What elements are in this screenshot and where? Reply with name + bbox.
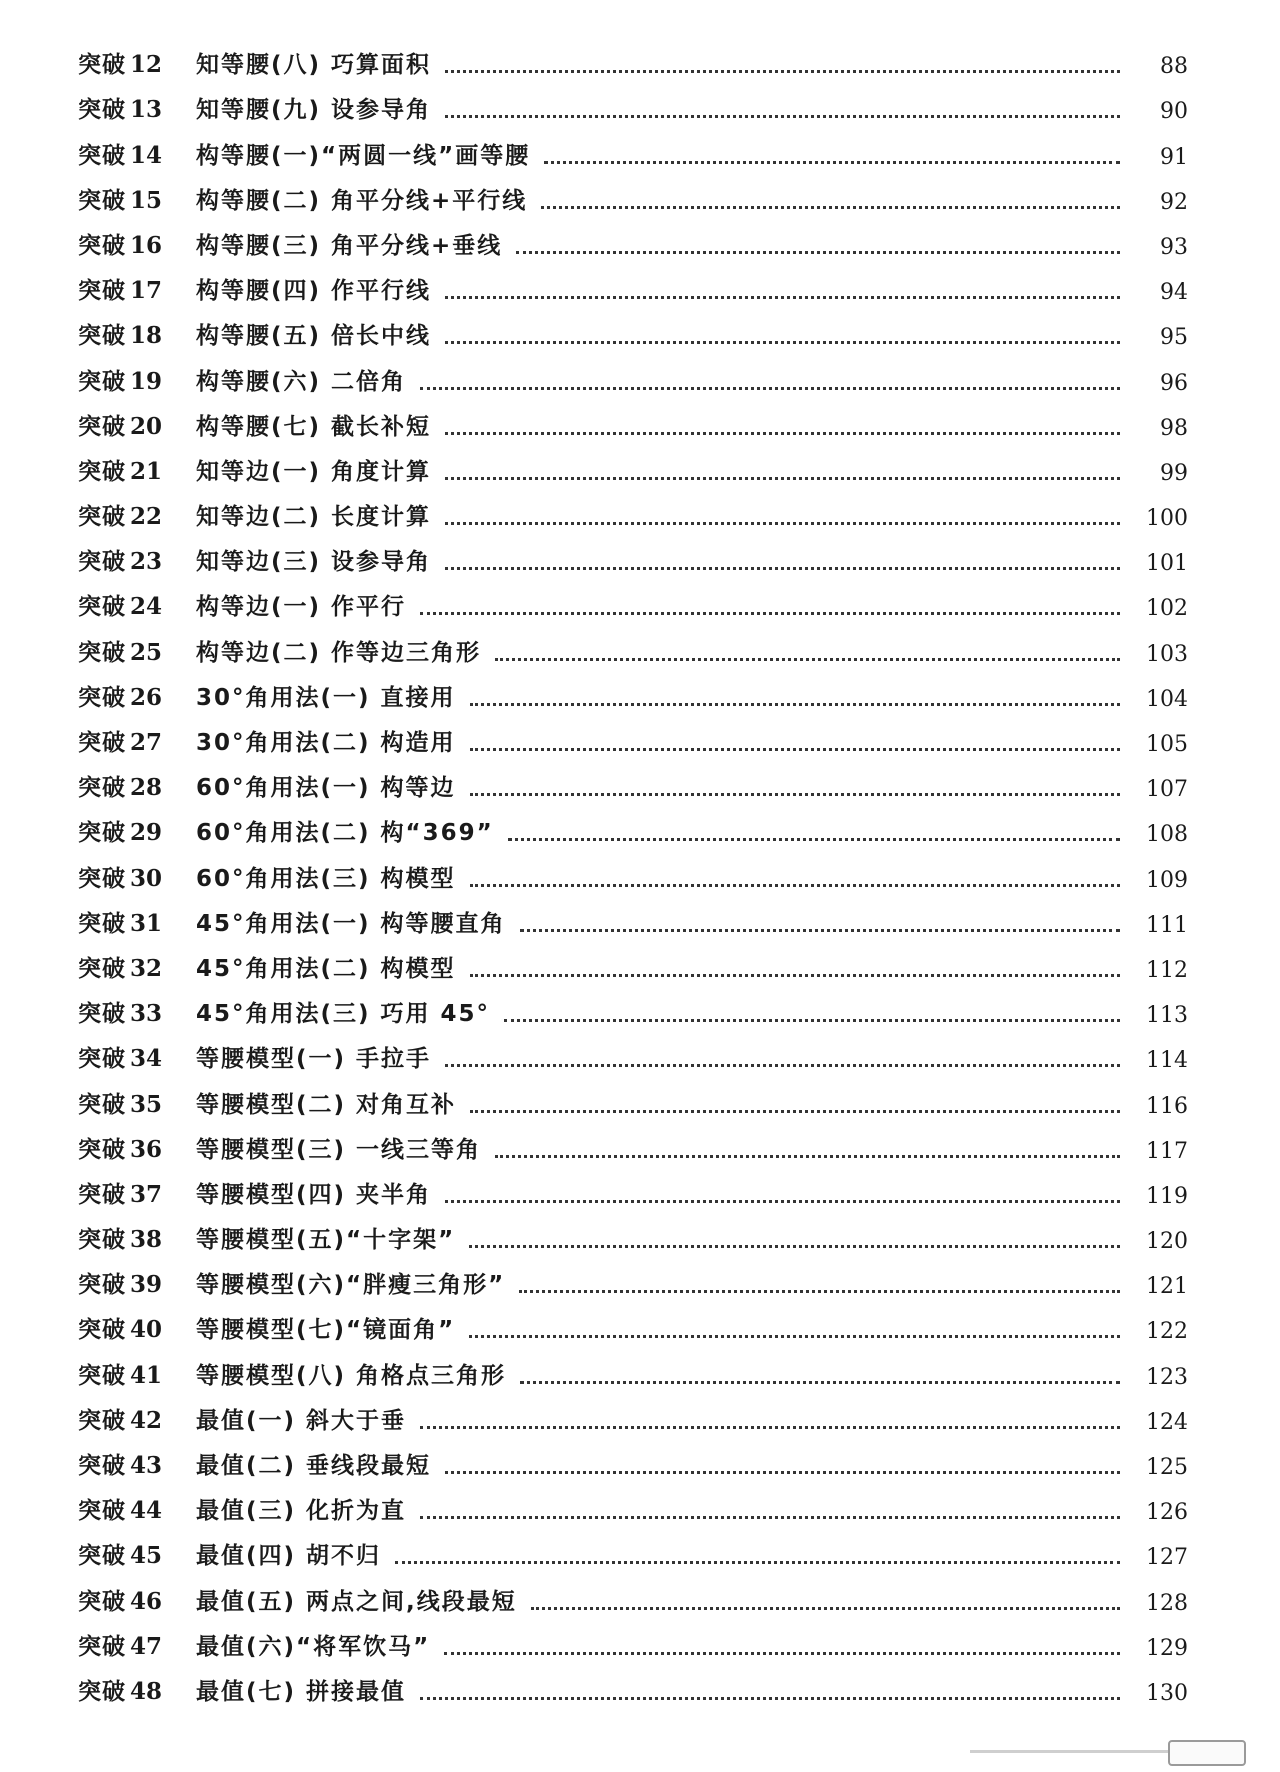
toc-entry-page: 121: [1146, 1274, 1188, 1300]
toc-entry-page: 120: [1146, 1229, 1188, 1255]
toc-entry-page: 124: [1146, 1409, 1188, 1435]
toc-entry-label: [78, 1537, 168, 1570]
toc-entry-label: [78, 860, 168, 893]
toc-entry-prefix: 突破: [78, 1181, 126, 1208]
toc-entry-prefix: 突破: [78, 142, 126, 169]
toc-entry-page: 112: [1146, 957, 1188, 983]
toc-entry-number: 16: [130, 231, 163, 259]
toc-entry-prefix: 突破: [78, 955, 126, 982]
toc-entry-title: 45°角用法(二) 构模型: [196, 955, 456, 982]
toc-entry-page: 94: [1160, 280, 1188, 306]
toc-entry-page: 98: [1160, 415, 1188, 441]
toc-entry-label: [78, 272, 168, 305]
toc-entry[interactable]: [78, 1661, 1188, 1706]
dot-leader: [520, 929, 1120, 932]
toc-entry[interactable]: [78, 1616, 1188, 1661]
toc-entry-prefix: 突破: [78, 278, 126, 305]
toc-entry-prefix: 突破: [78, 775, 126, 802]
toc-entry-label: [78, 1402, 168, 1435]
toc-entry-page: 117: [1146, 1138, 1188, 1164]
toc-entry-label: [78, 317, 168, 350]
toc-entry-number: 29: [130, 819, 163, 847]
toc-entry-number: 42: [130, 1406, 163, 1434]
toc-entry-label: [78, 950, 168, 983]
toc-entry[interactable]: [78, 1209, 1188, 1254]
toc-entry-page: 122: [1146, 1319, 1188, 1345]
toc-entry[interactable]: [78, 712, 1188, 757]
toc-entry-page: 130: [1146, 1680, 1188, 1706]
toc-entry-number: 22: [130, 503, 163, 531]
toc-entry-page: 101: [1146, 551, 1188, 577]
toc-entry-prefix: 突破: [78, 1272, 126, 1299]
toc-entry[interactable]: [78, 757, 1188, 802]
toc-entry-number: 43: [130, 1452, 163, 1479]
toc-entry-number: 44: [130, 1497, 163, 1525]
toc-entry-label: [78, 1311, 168, 1344]
toc-entry-label: [78, 1086, 168, 1119]
toc-entry-label: [78, 1040, 168, 1073]
toc-entry[interactable]: [78, 621, 1188, 666]
toc-entry-label: [78, 1583, 168, 1616]
toc-entry-prefix: 突破: [78, 549, 126, 576]
toc-entry-label: [78, 363, 168, 396]
toc-entry-number: 21: [130, 457, 163, 485]
toc-entry-page: 128: [1146, 1590, 1188, 1616]
dot-leader: [516, 251, 1120, 254]
dot-leader: [445, 341, 1120, 344]
toc-entry-label: [78, 905, 168, 938]
toc-entry-label: [78, 1447, 168, 1480]
dot-leader: [445, 567, 1120, 570]
dot-leader: [445, 1200, 1120, 1203]
toc-entry-title: 最值(四) 胡不归: [196, 1543, 382, 1570]
toc-entry-label: [78, 1176, 168, 1209]
dot-leader: [504, 1019, 1120, 1022]
dot-leader: [495, 658, 1120, 661]
dot-leader: [420, 1697, 1120, 1700]
toc-entry-label: [78, 137, 168, 170]
toc-entry-page: 102: [1146, 596, 1188, 622]
dot-leader: [470, 974, 1120, 977]
toc-entry-title: 最值(二) 垂线段最短: [196, 1453, 432, 1479]
toc-entry-page: 104: [1146, 686, 1188, 712]
toc-entry-label: [78, 1221, 168, 1254]
toc-entry-prefix: 突破: [78, 1001, 126, 1028]
toc-entry[interactable]: [78, 1525, 1188, 1570]
toc-entry-title: 等腰模型(三) 一线三等角: [196, 1136, 482, 1163]
toc-entry-label: [78, 1628, 168, 1661]
toc-entry-page: 105: [1146, 732, 1188, 757]
scrollbar-thumb[interactable]: [1168, 1740, 1246, 1766]
toc-entry-prefix: 突破: [78, 1227, 126, 1254]
toc-entry-prefix: 突破: [78, 1543, 126, 1570]
dot-leader: [445, 432, 1120, 435]
toc-entry-prefix: 突破: [78, 1453, 126, 1479]
toc-entry-title: 最值(一) 斜大于垂: [196, 1407, 407, 1434]
toc-entry-prefix: 突破: [78, 594, 126, 621]
toc-entry-number: 19: [130, 367, 163, 395]
toc-entry-number: 33: [130, 1000, 163, 1028]
dot-leader: [420, 1516, 1120, 1519]
toc-entry-page: 93: [1160, 234, 1188, 260]
toc-entry[interactable]: [78, 124, 1188, 169]
toc-entry-prefix: 突破: [78, 1317, 126, 1344]
toc-entry-page: 99: [1160, 460, 1188, 486]
toc-entry-prefix: 突破: [78, 820, 126, 847]
toc-entry[interactable]: [78, 215, 1188, 260]
toc-entry-title: 等腰模型(二) 对角互补: [196, 1091, 457, 1118]
toc-entry-title: 等腰模型(五)“十字架”: [196, 1227, 456, 1254]
toc-entry-prefix: 突破: [78, 1498, 126, 1525]
dot-leader: [420, 1426, 1120, 1429]
table-of-contents: [78, 34, 1188, 1706]
toc-entry-number: 38: [130, 1226, 163, 1254]
toc-entry-number: 47: [130, 1632, 163, 1660]
toc-entry-title: 构等腰(一)“两圆一线”画等腰: [196, 142, 531, 169]
dot-leader: [420, 387, 1120, 390]
toc-entry[interactable]: [78, 1164, 1188, 1209]
toc-entry-page: 113: [1146, 1003, 1188, 1029]
toc-entry-number: 31: [130, 909, 163, 937]
toc-entry-number: 45: [130, 1542, 163, 1570]
toc-entry-prefix: 突破: [78, 1046, 126, 1073]
toc-entry-number: 14: [130, 141, 163, 169]
toc-entry-prefix: 突破: [78, 458, 126, 485]
toc-entry[interactable]: [78, 486, 1188, 531]
toc-entry-title: 60°角用法(三) 构模型: [196, 865, 456, 892]
dot-leader: [445, 522, 1120, 525]
toc-entry-label: [78, 498, 168, 531]
toc-entry[interactable]: [78, 79, 1188, 124]
toc-entry-title: 知等边(二) 长度计算: [196, 504, 432, 531]
dot-leader: [444, 1652, 1120, 1655]
toc-entry-label: [78, 1673, 168, 1706]
toc-entry-number: 26: [130, 683, 163, 711]
toc-entry-page: 123: [1146, 1364, 1188, 1390]
toc-entry-label: [78, 634, 168, 667]
toc-entry-page: 90: [1160, 99, 1188, 125]
toc-entry-prefix: 突破: [78, 910, 126, 937]
toc-entry-prefix: 突破: [78, 865, 126, 892]
toc-entry[interactable]: [78, 1435, 1188, 1480]
toc-entry-title: 等腰模型(四) 夹半角: [196, 1181, 432, 1208]
toc-entry-label: [78, 408, 168, 441]
dot-leader: [445, 115, 1120, 118]
toc-entry-title: 最值(五) 两点之间,线段最短: [196, 1588, 517, 1615]
toc-entry-number: 36: [130, 1135, 163, 1163]
toc-entry-page: 125: [1146, 1455, 1188, 1480]
dot-leader: [470, 703, 1120, 706]
toc-entry-number: 12: [130, 51, 163, 79]
toc-entry-page: 114: [1146, 1048, 1188, 1074]
toc-entry-title: 等腰模型(七)“镜面角”: [196, 1317, 456, 1344]
toc-entry-prefix: 突破: [78, 1633, 126, 1660]
toc-entry-page: 96: [1160, 370, 1188, 396]
toc-entry-title: 30°角用法(一) 直接用: [196, 684, 456, 711]
toc-entry-title: 构等边(二) 作等边三角形: [196, 639, 482, 666]
dot-leader: [470, 748, 1120, 751]
dot-leader: [445, 1064, 1120, 1067]
toc-entry-page: 116: [1146, 1093, 1188, 1119]
toc-entry-number: 27: [130, 729, 163, 756]
toc-entry-prefix: 突破: [78, 684, 126, 711]
toc-entry-page: 127: [1146, 1545, 1188, 1571]
toc-entry-title: 构等腰(五) 倍长中线: [196, 323, 432, 350]
toc-entry-prefix: 突破: [78, 730, 126, 756]
toc-entry-prefix: 突破: [78, 187, 126, 214]
dot-leader: [420, 612, 1120, 615]
dot-leader: [470, 1110, 1120, 1113]
dot-leader: [520, 1381, 1120, 1384]
toc-entry-label: [78, 1266, 168, 1299]
toc-entry-number: 23: [130, 548, 163, 576]
toc-entry-title: 等腰模型(八) 角格点三角形: [196, 1362, 507, 1389]
toc-entry-number: 46: [130, 1587, 163, 1615]
dot-leader: [395, 1561, 1120, 1564]
toc-entry-prefix: 突破: [78, 1362, 126, 1389]
toc-entry-number: 25: [130, 638, 163, 666]
toc-entry-title: 60°角用法(一) 构等边: [196, 775, 456, 802]
toc-entry-title: 构等腰(七) 截长补短: [196, 413, 432, 440]
scrollbar[interactable]: [970, 1740, 1250, 1762]
toc-entry-label: [78, 679, 168, 712]
toc-entry-number: 37: [130, 1180, 163, 1208]
toc-entry-number: 24: [130, 593, 163, 621]
toc-entry-page: 119: [1146, 1183, 1188, 1209]
dot-leader: [508, 838, 1120, 841]
toc-entry-title: 最值(三) 化折为直: [196, 1498, 407, 1525]
toc-entry-title: 构等腰(三) 角平分线+垂线: [196, 232, 503, 259]
dot-leader: [445, 477, 1120, 480]
toc-entry-title: 构等腰(二) 角平分线+平行线: [196, 187, 528, 214]
toc-entry-label: [78, 91, 168, 124]
toc-entry-title: 知等边(三) 设参导角: [196, 549, 432, 576]
toc-entry-page: 88: [1160, 54, 1188, 80]
toc-entry-prefix: 突破: [78, 1407, 126, 1434]
toc-entry-number: 15: [130, 186, 163, 214]
dot-leader: [470, 884, 1120, 887]
toc-entry-prefix: 突破: [78, 413, 126, 440]
toc-entry[interactable]: [78, 170, 1188, 215]
toc-entry[interactable]: [78, 305, 1188, 350]
toc-entry-page: 100: [1146, 506, 1188, 532]
toc-entry-label: [78, 1131, 168, 1164]
toc-entry-prefix: 突破: [78, 1588, 126, 1615]
toc-entry-number: 30: [130, 864, 163, 892]
toc-entry[interactable]: [78, 1254, 1188, 1299]
toc-entry-number: 35: [130, 1090, 163, 1118]
toc-entry[interactable]: [78, 983, 1188, 1028]
toc-entry-label: [78, 227, 168, 260]
dot-leader: [445, 70, 1120, 73]
toc-entry[interactable]: [78, 1073, 1188, 1118]
toc-entry-title: 知等腰(九) 设参导角: [196, 97, 432, 124]
toc-entry-title: 45°角用法(三) 巧用 45°: [196, 1001, 491, 1028]
toc-entry-label: [78, 453, 168, 486]
toc-entry[interactable]: [78, 1570, 1188, 1615]
dot-leader: [495, 1155, 1120, 1158]
dot-leader: [469, 1335, 1120, 1338]
toc-entry-prefix: 突破: [78, 97, 126, 124]
toc-entry[interactable]: [78, 34, 1188, 79]
toc-entry[interactable]: [78, 441, 1188, 486]
toc-entry-number: 34: [130, 1045, 163, 1073]
toc-entry[interactable]: [78, 802, 1188, 847]
toc-entry-prefix: 突破: [78, 639, 126, 666]
toc-entry-label: [78, 543, 168, 576]
toc-entry-title: 知等腰(八) 巧算面积: [196, 52, 432, 79]
toc-entry[interactable]: [78, 938, 1188, 983]
toc-entry[interactable]: [78, 667, 1188, 712]
toc-entry-number: 41: [130, 1361, 163, 1389]
dot-leader: [445, 1471, 1120, 1474]
toc-entry-prefix: 突破: [78, 1136, 126, 1163]
dot-leader: [541, 206, 1120, 209]
toc-entry-title: 构等腰(四) 作平行线: [196, 278, 432, 305]
toc-entry[interactable]: [78, 1119, 1188, 1164]
toc-entry-prefix: 突破: [78, 368, 126, 395]
toc-entry-prefix: 突破: [78, 1091, 126, 1118]
toc-entry-label: [78, 1357, 168, 1390]
toc-entry[interactable]: [78, 1299, 1188, 1344]
toc-entry-number: 20: [130, 412, 163, 440]
dot-leader: [519, 1290, 1120, 1293]
toc-entry-label: [78, 769, 168, 802]
dot-leader: [445, 296, 1120, 299]
toc-entry[interactable]: [78, 350, 1188, 395]
dot-leader: [469, 1245, 1120, 1248]
toc-entry-page: 111: [1146, 912, 1188, 938]
toc-entry-title: 等腰模型(一) 手拉手: [196, 1046, 432, 1073]
toc-entry-number: 13: [130, 96, 163, 124]
toc-entry[interactable]: [78, 1028, 1188, 1073]
toc-entry-title: 构等腰(六) 二倍角: [196, 368, 407, 395]
toc-entry-prefix: 突破: [78, 504, 126, 531]
toc-entry-number: 48: [130, 1677, 163, 1705]
dot-leader: [544, 161, 1120, 164]
toc-entry-label: [78, 46, 168, 79]
toc-entry-page: 108: [1146, 822, 1188, 848]
toc-entry-label: [78, 814, 168, 847]
toc-entry-title: 60°角用法(二) 构“369”: [196, 820, 494, 847]
toc-entry-page: 92: [1160, 189, 1188, 215]
toc-entry-label: [78, 588, 168, 621]
toc-entry-label: [78, 995, 168, 1028]
toc-entry[interactable]: [78, 847, 1188, 892]
toc-entry-label: [78, 724, 168, 757]
toc-entry-number: 18: [130, 322, 163, 350]
toc-entry-number: 28: [130, 774, 163, 802]
toc-entry-prefix: 突破: [78, 232, 126, 259]
dot-leader: [470, 793, 1120, 796]
toc-entry-page: 109: [1146, 867, 1188, 893]
toc-entry-page: 91: [1160, 144, 1188, 170]
toc-entry-page: 95: [1160, 325, 1188, 351]
toc-entry-title: 最值(六)“将军饮马”: [196, 1633, 431, 1660]
toc-entry[interactable]: [78, 260, 1188, 305]
toc-entry[interactable]: [78, 1480, 1188, 1525]
toc-entry-number: 39: [130, 1271, 163, 1299]
toc-entry-prefix: 突破: [78, 52, 126, 79]
toc-entry-page: 126: [1146, 1500, 1188, 1526]
toc-entry-prefix: 突破: [78, 323, 126, 350]
toc-entry[interactable]: [78, 1390, 1188, 1435]
toc-entry-number: 17: [130, 277, 163, 305]
toc-entry-number: 40: [130, 1316, 163, 1344]
toc-entry-title: 构等边(一) 作平行: [196, 594, 407, 621]
toc-entry-title: 最值(七) 拼接最值: [196, 1678, 407, 1705]
toc-entry-title: 等腰模型(六)“胖瘦三角形”: [196, 1272, 506, 1299]
toc-entry[interactable]: [78, 531, 1188, 576]
toc-entry-label: [78, 182, 168, 215]
toc-entry[interactable]: [78, 576, 1188, 621]
toc-entry-page: 129: [1146, 1635, 1188, 1661]
toc-entry-title: 30°角用法(二) 构造用: [196, 730, 456, 756]
toc-entry-title: 知等边(一) 角度计算: [196, 458, 432, 485]
toc-entry-title: 45°角用法(一) 构等腰直角: [196, 910, 506, 937]
toc-entry-label: [78, 1492, 168, 1525]
toc-entry[interactable]: [78, 893, 1188, 938]
toc-entry[interactable]: [78, 396, 1188, 441]
toc-entry-page: 103: [1146, 641, 1188, 667]
toc-entry[interactable]: [78, 1344, 1188, 1389]
toc-entry-prefix: 突破: [78, 1678, 126, 1705]
scrollbar-track: [970, 1750, 1170, 1753]
toc-entry-number: 32: [130, 954, 163, 982]
toc-entry-page: 107: [1146, 777, 1188, 803]
dot-leader: [531, 1607, 1120, 1610]
